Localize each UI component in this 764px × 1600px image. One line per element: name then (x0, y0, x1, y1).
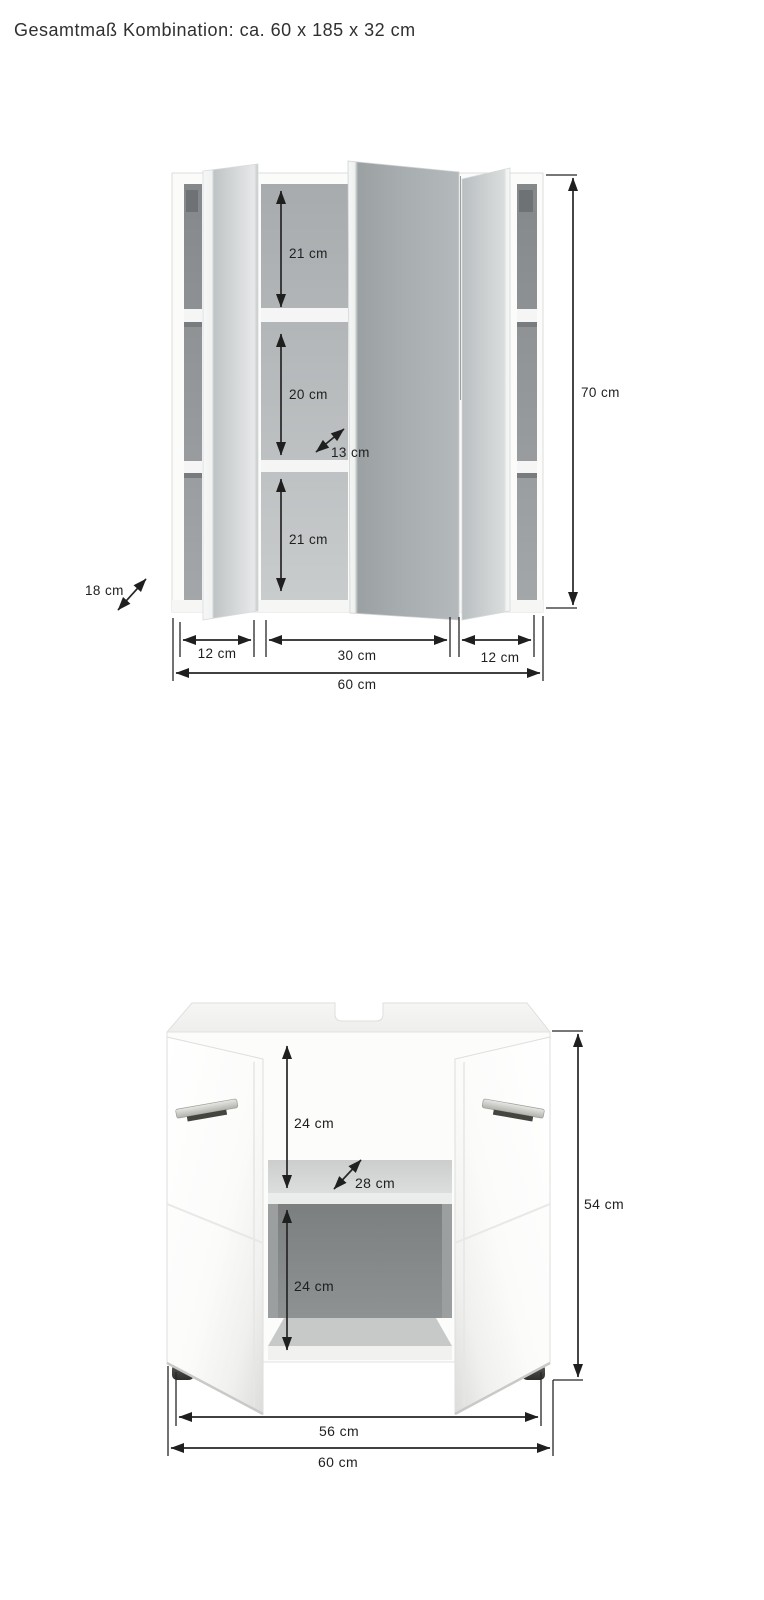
dim-label-18: 18 cm (85, 583, 124, 598)
dim-label-28: 28 cm (355, 1175, 396, 1191)
shelf-support-right (519, 190, 533, 212)
shelf-shadow (184, 473, 202, 478)
shelf-lower-left-edge (184, 461, 202, 473)
mirror-cabinet-diagram (85, 161, 620, 692)
dim-label-20: 20 cm (289, 387, 328, 402)
shelf-lower (261, 460, 348, 472)
dim-label-24-bottom: 24 cm (294, 1278, 335, 1294)
dim-label-60: 60 cm (317, 1454, 359, 1470)
cabinet-top-face-with-pipe-notch (167, 1003, 550, 1032)
shelf-support-left (186, 190, 198, 212)
shelf-upper (261, 308, 348, 322)
shelf-shadow (517, 473, 537, 478)
bottom-front-edge (268, 1346, 452, 1360)
compartment-side-wall (442, 1204, 452, 1318)
lower-compartment (268, 1204, 452, 1318)
dim-label-70: 70 cm (581, 385, 620, 400)
compartment-floor (268, 1318, 452, 1346)
dim-label-60-width: 60 cm (337, 677, 377, 692)
shelf-lower-right-edge (517, 461, 537, 473)
door-left-open (167, 1037, 263, 1414)
dim-label-13: 13 cm (331, 445, 370, 460)
mirror-door-middle (348, 161, 459, 620)
dim-label-24-top: 24 cm (294, 1115, 335, 1131)
shelf-upper-left-edge (184, 309, 202, 322)
dim-label-21-bottom: 21 cm (289, 532, 328, 547)
shelf-shadow (517, 322, 537, 327)
dim-label-30: 30 cm (337, 648, 377, 663)
dim-label-12-left: 12 cm (197, 646, 237, 661)
shelf-shadow (184, 322, 202, 327)
mirror-door-left (203, 164, 258, 620)
dim-label-12-right: 12 cm (480, 650, 520, 665)
left-interior-slot (184, 184, 202, 602)
dim-label-56: 56 cm (318, 1423, 360, 1439)
door-right-open (455, 1037, 550, 1414)
shelf-upper-right-edge (517, 309, 537, 322)
middle-shelf-front-edge (268, 1193, 452, 1204)
dim-label-54: 54 cm (584, 1196, 625, 1212)
compartment-side-wall (268, 1204, 278, 1318)
mirror-door-right (462, 168, 510, 620)
dim-label-21-top: 21 cm (289, 246, 328, 261)
right-interior-slot (517, 184, 537, 602)
sink-cabinet-diagram (167, 1003, 624, 1470)
page-title: Gesamtmaß Kombination: ca. 60 x 185 x 32 cm (14, 20, 416, 40)
